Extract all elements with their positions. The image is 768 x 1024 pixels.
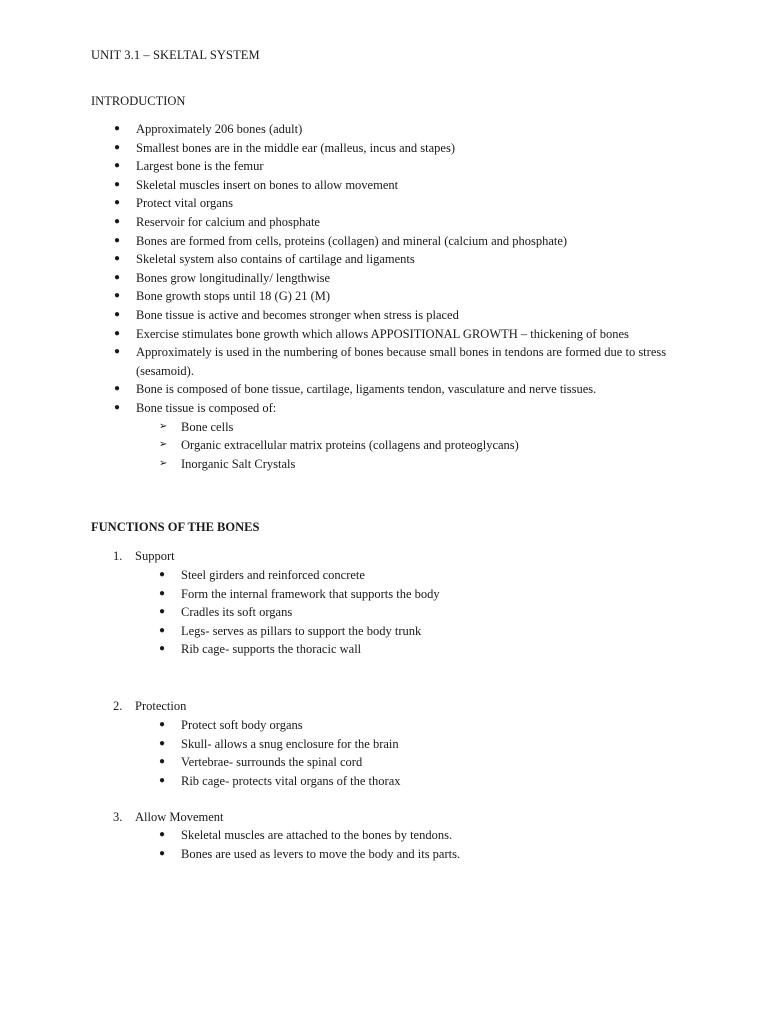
bullet-icon: ● — [159, 587, 166, 599]
list-item — [159, 566, 659, 585]
list-item-text: Bone is composed of bone tissue, cartilage, ligaments tendon, vasculature and nerve tissues. — [136, 382, 597, 397]
section-number: 2. — [113, 699, 123, 713]
bullet-icon: ● — [114, 215, 121, 227]
list-item-text: Legs- serves as pillars to support the body trunk — [181, 623, 422, 638]
bullet-icon: ● — [114, 383, 121, 395]
list-item — [114, 194, 684, 213]
bone-tissue-sublist — [136, 418, 684, 474]
bullet-icon: ● — [114, 197, 121, 209]
list-item-text: Bones are used as levers to move the body and its parts. — [181, 846, 461, 861]
section-title: Support — [135, 549, 175, 563]
list-item — [114, 250, 684, 269]
list-item — [159, 640, 659, 659]
section-title: Allow Movement — [135, 810, 224, 824]
list-item — [114, 157, 684, 176]
document-title: UNIT 3.1 – SKELTAL SYSTEM — [91, 48, 260, 62]
sub-list-item-text: Bone cells — [181, 419, 234, 434]
sub-list-item — [159, 455, 684, 474]
bullet-icon: ● — [159, 569, 166, 580]
movement-list — [159, 826, 659, 863]
bullet-icon: ● — [114, 123, 121, 134]
bullet-icon: ● — [114, 234, 121, 246]
list-item-text: Smallest bones are in the middle ear (malleus, incus and stapes) — [136, 140, 456, 155]
list-item — [159, 826, 659, 845]
bullet-icon: ● — [159, 737, 166, 749]
list-item — [114, 269, 684, 288]
list-item-text: Skull- allows a snug enclosure for the brain — [181, 736, 399, 751]
list-item — [159, 585, 659, 604]
list-item-text: Protect vital organs — [136, 196, 233, 211]
bullet-icon: ● — [114, 346, 121, 358]
list-item-text: Form the internal framework that supports the body — [181, 586, 440, 601]
list-item — [159, 603, 659, 622]
section-number: 1. — [113, 549, 123, 563]
bullet-icon: ● — [114, 178, 121, 190]
list-item — [114, 176, 684, 195]
section-number: 3. — [113, 810, 123, 824]
list-item-text: Steel girders and reinforced concrete — [181, 568, 365, 582]
list-item — [159, 716, 659, 735]
list-item — [159, 753, 659, 772]
bullet-icon: ● — [159, 719, 166, 730]
list-item-text: Skeletal muscles insert on bones to allow movement — [136, 177, 399, 192]
bullet-icon: ● — [114, 141, 121, 153]
bullet-icon: ● — [159, 624, 166, 636]
sub-list-item-text: Organic extracellular matrix proteins (collagens and proteoglycans) — [181, 438, 519, 453]
arrow-bullet-icon: ➢ — [159, 457, 168, 469]
list-item — [114, 325, 684, 344]
bullet-icon: ● — [114, 290, 121, 302]
bullet-icon: ● — [159, 606, 166, 618]
list-item — [159, 735, 659, 754]
list-item-text: Protect soft body organs — [181, 718, 303, 732]
list-item — [114, 139, 684, 158]
list-item — [114, 213, 684, 232]
list-item — [159, 772, 659, 791]
bullet-icon: ● — [159, 829, 166, 840]
list-item-text: Cradles its soft organs — [181, 605, 293, 620]
sub-list-item — [159, 436, 684, 455]
sub-list-item-text: Inorganic Salt Crystals — [181, 456, 296, 471]
list-item-text: Skeletal muscles are attached to the bones by tendons. — [181, 828, 453, 842]
bullet-icon: ● — [114, 308, 121, 320]
introduction-list — [114, 120, 684, 473]
bullet-icon: ● — [114, 401, 121, 413]
list-item — [114, 120, 684, 139]
section-title: Protection — [135, 699, 187, 713]
list-item-text: Bones are formed from cells, proteins (collagen) and mineral (calcium and phosphate) — [136, 233, 568, 248]
list-item-text: Approximately 206 bones (adult) — [136, 122, 303, 136]
bullet-icon: ● — [159, 756, 166, 768]
list-item — [114, 306, 684, 325]
bullet-icon: ● — [159, 774, 166, 786]
list-item-text: Rib cage- supports the thoracic wall — [181, 642, 362, 657]
list-item-text: Vertebrae- surrounds the spinal cord — [181, 755, 363, 770]
sub-list-item — [159, 418, 684, 437]
bullet-icon: ● — [159, 643, 166, 655]
list-item-text: Bone tissue is active and becomes stronger when stress is placed — [136, 307, 459, 322]
introduction-heading: INTRODUCTION — [91, 94, 186, 108]
list-item-text: Exercise stimulates bone growth which allows APPOSITIONAL GROWTH – thickening of bones — [136, 326, 629, 341]
protection-list — [159, 716, 659, 790]
list-item-text: Reservoir for calcium and phosphate — [136, 214, 320, 229]
bullet-icon: ● — [114, 327, 121, 339]
list-item — [114, 232, 684, 251]
list-item-text: Bone tissue is composed of: — [136, 400, 277, 415]
list-item-text: Rib cage- protects vital organs of the thorax — [181, 773, 401, 788]
list-item — [114, 399, 684, 473]
arrow-bullet-icon: ➢ — [159, 439, 168, 451]
list-item — [114, 343, 684, 380]
functions-heading: FUNCTIONS OF THE BONES — [91, 520, 260, 534]
bullet-icon: ● — [114, 160, 121, 172]
list-item-text: Skeletal system also contains of cartilage and ligaments — [136, 252, 415, 267]
list-item — [159, 622, 659, 641]
list-item-text: Bone growth stops until 18 (G) 21 (M) — [136, 289, 331, 304]
bullet-icon: ● — [159, 847, 166, 859]
bullet-icon: ● — [114, 253, 121, 265]
list-item-text: Approximately is used in the numbering of bones because small bones in tendons are formed due to stress (sesamoid). — [136, 345, 667, 378]
list-item-text: Bones grow longitudinally/ lengthwise — [136, 270, 331, 285]
list-item — [114, 380, 684, 399]
list-item-text: Largest bone is the femur — [136, 159, 264, 174]
list-item — [114, 287, 684, 306]
bullet-icon: ● — [114, 271, 121, 283]
support-list — [159, 566, 659, 659]
arrow-bullet-icon: ➢ — [159, 420, 168, 432]
list-item — [159, 845, 659, 864]
